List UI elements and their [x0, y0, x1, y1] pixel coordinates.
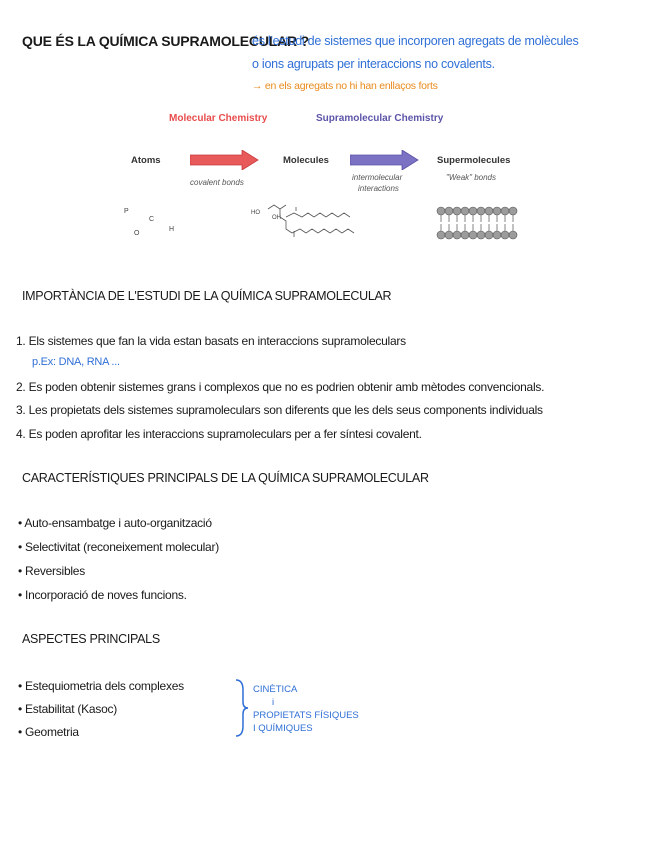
supermolecules-label: Supermolecules — [437, 155, 511, 166]
molecules-label: Molecules — [283, 155, 329, 166]
page-title: QUE ÉS LA QUÍMICA SUPRAMOLECULAR ? — [22, 33, 309, 49]
intermolecular-arrow — [350, 150, 420, 170]
ho-label: HO — [251, 210, 260, 216]
bilayer-bead — [509, 207, 517, 215]
definition-note: → en els agregats no hi han enllaços forts — [252, 80, 438, 92]
atom-c: C — [149, 216, 155, 223]
intermolecular-label-2: interactions — [358, 184, 399, 193]
covalent-bonds-label: covalent bonds — [190, 178, 244, 187]
intermolecular-label-1: intermolecular — [352, 173, 403, 182]
importance-item: 3. Les propietats dels sistemes supramoleculars son diferents que les dels seus components individuals — [16, 403, 543, 417]
bilayer-bead — [477, 207, 485, 215]
importance-example: p.Ex: DNA, RNA ... — [32, 356, 120, 368]
bilayer-bead — [453, 231, 461, 239]
characteristics-heading: CARACTERÍSTIQUES PRINCIPALS DE LA QUÍMICA SUPRAMOLECULAR — [22, 471, 429, 485]
aspects-brace — [234, 678, 250, 738]
definition-line-1: és l'estudi de sistemes que incorporen agregats de molècules — [252, 34, 579, 48]
aspects-item: • Estequiometria dels complexes — [18, 679, 184, 693]
bilayer-bead — [437, 207, 445, 215]
bilayer-bead — [509, 231, 517, 239]
molecular-chemistry-label: Molecular Chemistry — [169, 113, 268, 124]
importance-heading: IMPORTÀNCIA DE L'ESTUDI DE LA QUÍMICA SUPRAMOLECULAR — [22, 289, 392, 303]
importance-item: 2. Es poden obtenir sistemes grans i complexos que no es podrien obtenir amb mètodes convencionals. — [16, 380, 545, 394]
aspects-item: • Geometria — [18, 725, 79, 739]
bilayer-bead — [461, 207, 469, 215]
bilayer-bead — [437, 231, 445, 239]
characteristics-item: • Auto-ensambatge i auto-organització — [18, 516, 212, 530]
aspects-heading: ASPECTES PRINCIPALS — [22, 632, 160, 646]
supramolecular-chemistry-label: Supramolecular Chemistry — [316, 113, 444, 124]
bilayer-bead — [445, 207, 453, 215]
bilayer-bead — [445, 231, 453, 239]
characteristics-item: • Reversibles — [18, 564, 85, 578]
lipid-molecule-icon — [250, 195, 360, 245]
importance-item: 4. Es poden aprofitar les interaccions supramoleculars per a fer síntesi covalent. — [16, 427, 422, 441]
bilayer-bead — [461, 231, 469, 239]
bilayer-bead — [469, 231, 477, 239]
bilayer-bead — [485, 207, 493, 215]
bilayer-bead — [485, 231, 493, 239]
oh-label: OH — [272, 215, 281, 221]
bilayer-bead — [469, 207, 477, 215]
bilayer-bead — [493, 207, 501, 215]
aspects-side-note-1: CINÈTICA — [253, 684, 298, 695]
covalent-arrow — [190, 150, 260, 170]
bilayer-bead — [501, 231, 509, 239]
aspects-side-note-3: PROPIETATS FÍSIQUES — [253, 710, 359, 721]
atom-p: P — [124, 208, 129, 215]
importance-item: 1. Els sistemes que fan la vida estan basats en interaccions supramoleculars — [16, 334, 406, 348]
aspects-side-note-4: I QUÍMIQUES — [253, 723, 313, 734]
bilayer-bead — [453, 207, 461, 215]
atom-h: H — [169, 226, 175, 233]
bilayer-bead — [493, 231, 501, 239]
characteristics-item: • Incorporació de noves funcions. — [18, 588, 187, 602]
characteristics-item: • Selectivitat (reconeixement molecular) — [18, 540, 219, 554]
aspects-side-note-2: i — [272, 697, 275, 708]
atom-o: O — [134, 230, 140, 237]
bilayer-bead — [501, 207, 509, 215]
bilayer-bead — [477, 231, 485, 239]
definition-line-2: o ions agrupats per interaccions no covalents. — [252, 57, 495, 71]
atoms-label: Atoms — [131, 155, 161, 166]
weak-bonds-label: "Weak" bonds — [446, 173, 497, 182]
aspects-item: • Estabilitat (Kasoc) — [18, 702, 117, 716]
chemistry-diagram — [0, 0, 656, 260]
bilayer-icon — [436, 206, 520, 240]
